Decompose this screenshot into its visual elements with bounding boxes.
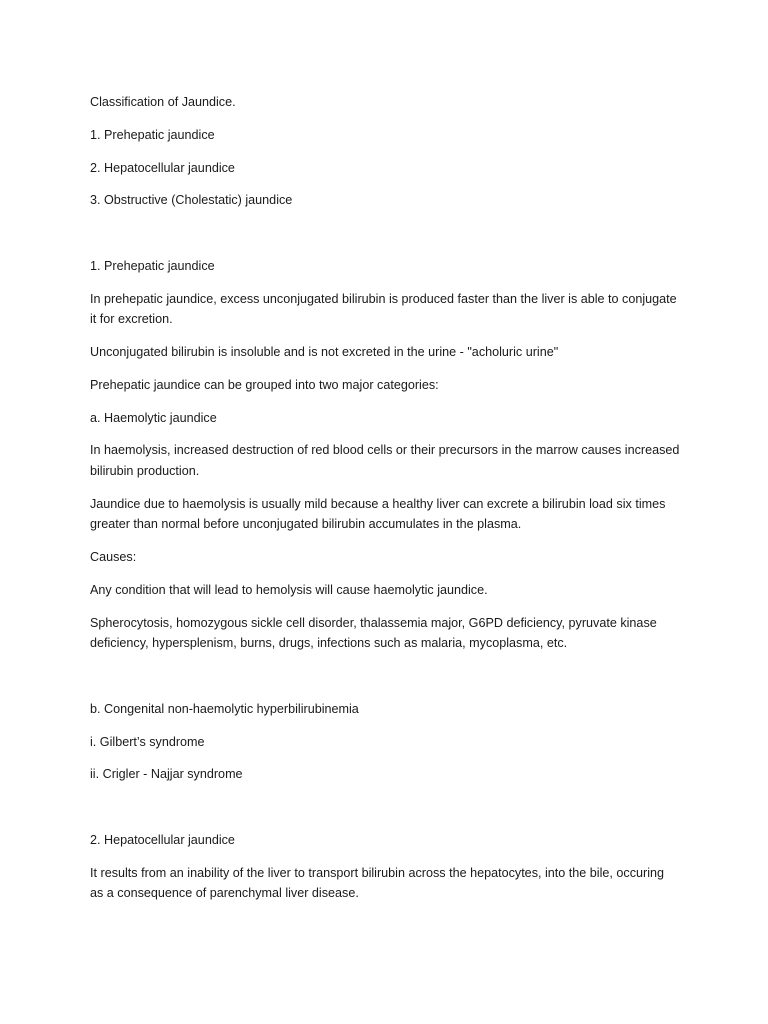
- section-spacer: [90, 797, 680, 830]
- paragraph: In prehepatic jaundice, excess unconjugated bilirubin is produced faster than the liver is able to conjugate it for excretion.: [90, 291, 677, 327]
- list-item: i. Gilbert’s syndrome: [90, 734, 205, 749]
- paragraph: In haemolysis, increased destruction of red blood cells or their precursors in the marrow causes increased bilirubin production.: [90, 443, 680, 478]
- paragraph: Unconjugated bilirubin is insoluble and is not excreted in the urine - "acholuric urine": [90, 345, 559, 360]
- document-title: Classification of Jaundice.: [90, 95, 236, 109]
- paragraph: Jaundice due to haemolysis is usually mild because a healthy liver can excrete a bilirubin load six times greater than normal before unconjugated bilirubin accumulates in the plasma.: [90, 496, 666, 532]
- paragraph: Any condition that will lead to hemolysis will cause haemolytic jaundice.: [90, 582, 488, 597]
- classification-item-1: 1. Prehepatic jaundice: [90, 127, 215, 142]
- section-heading-prehepatic: 1. Prehepatic jaundice: [90, 258, 215, 273]
- paragraph: Spherocytosis, homozygous sickle cell disorder, thalassemia major, G6PD deficiency, pyruvate kinase deficiency, hypersplenism, burns, drugs, infections such as malaria, mycoplasma, etc.: [90, 615, 657, 651]
- section-heading-hepatocellular: 2. Hepatocellular jaundice: [90, 832, 235, 847]
- classification-item-3: 3. Obstructive (Cholestatic) jaundice: [90, 193, 293, 208]
- classification-item-2: 2. Hepatocellular jaundice: [90, 160, 235, 175]
- paragraph: Prehepatic jaundice can be grouped into two major categories:: [90, 377, 439, 392]
- causes-label: Causes:: [90, 550, 137, 565]
- subheading-congenital: b. Congenital non-haemolytic hyperbilirubinemia: [90, 701, 359, 716]
- section-spacer: [90, 223, 680, 256]
- paragraph: It results from an inability of the liver to transport bilirubin across the hepatocytes, into the bile, occuring as a consequence of parenchymal liver disease.: [90, 865, 664, 901]
- section-spacer: [90, 666, 680, 699]
- subheading-haemolytic: a. Haemolytic jaundice: [90, 410, 217, 425]
- list-item: ii. Crigler - Najjar syndrome: [90, 767, 243, 782]
- document-page: [90, 92, 680, 916]
